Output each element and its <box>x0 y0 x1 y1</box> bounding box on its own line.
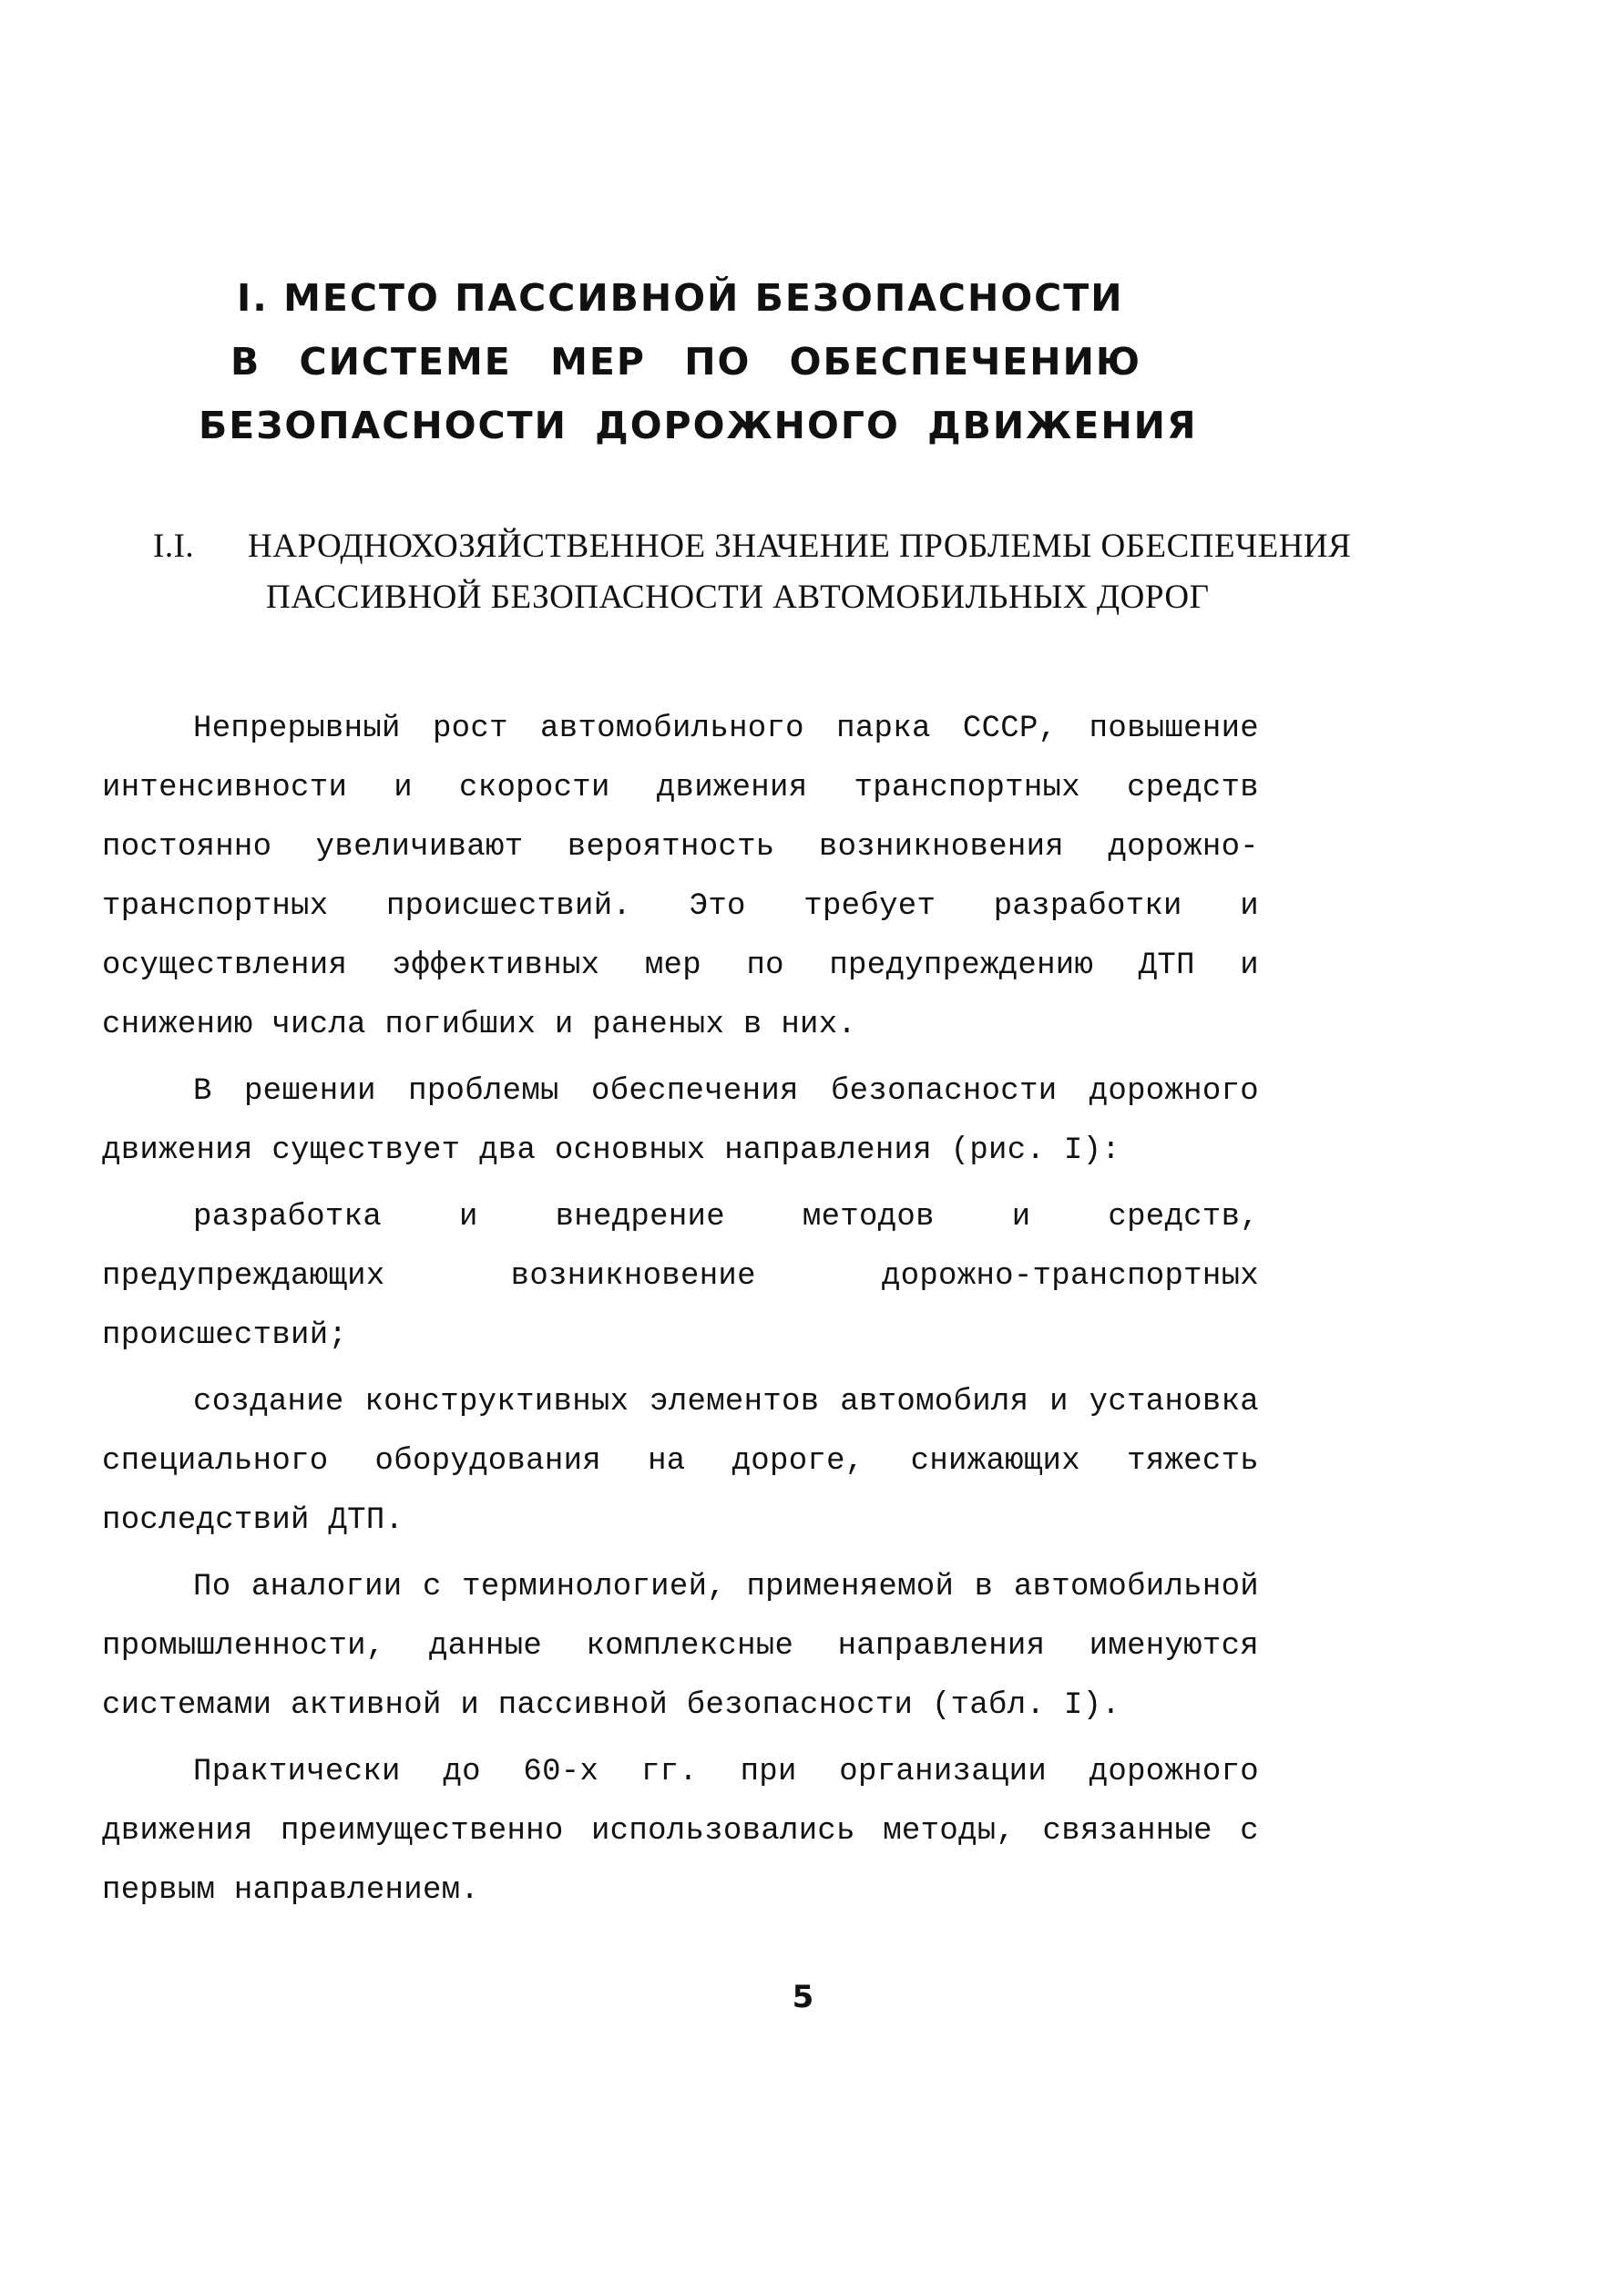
section-title-line-2: ПАССИВНОЙ БЕЗОПАСНОСТИ АВТОМОБИЛЬНЫХ ДОРОГ <box>266 579 1210 616</box>
chapter-title-line-3: БЕЗОПАСНОСТИ ДОРОЖНОГО ДВИЖЕНИЯ <box>199 404 1198 447</box>
paragraph: Непрерывный рост автомобильного парка СССР, повышение интенсивности и скорости движения транспортных средств постоянно увеличивают вероятность возникновения дорожно-транспортных происшествий. Это требует разработки и осуществления эффективных мер по предупреждению ДТП и снижению числа погибших и раненых в них. <box>102 712 1259 1042</box>
paragraph: создание конструктивных элементов автомобиля и установка специального оборудования на дороге, снижающих тяжесть последствий ДТП. <box>102 1385 1259 1538</box>
page-number: 5 <box>792 1979 814 2015</box>
section-title-line-1: НАРОДНОХОЗЯЙСТВЕННОЕ ЗНАЧЕНИЕ ПРОБЛЕМЫ ОБЕСПЕЧЕНИЯ <box>248 528 1352 565</box>
body-text <box>102 700 1259 1928</box>
paragraph: разработка и внедрение методов и средств, предупреждающих возникновение дорожно-транспортных происшествий; <box>102 1200 1259 1353</box>
chapter-title-line-1: I. МЕСТО ПАССИВНОЙ БЕЗОПАСНОСТИ <box>237 276 1124 320</box>
chapter-title-line-2: В СИСТЕМЕ МЕР ПО ОБЕСПЕЧЕНИЮ <box>230 340 1142 384</box>
paragraph: Практически до 60-х гг. при организации дорожного движения преимущественно использовались методы, связанные с первым направлением. <box>102 1755 1259 1908</box>
chapter-title <box>182 266 1198 457</box>
paragraph: В решении проблемы обеспечения безопасности дорожного движения существует два основных направления (рис. I): <box>102 1074 1259 1168</box>
section-title <box>153 521 1352 623</box>
section-number: I.I. <box>153 528 195 565</box>
paragraph: По аналогии с терминологией, применяемой в автомобильной промышленности, данные комплексные направления именуются системами активной и пассивной безопасности (табл. I). <box>102 1570 1259 1723</box>
